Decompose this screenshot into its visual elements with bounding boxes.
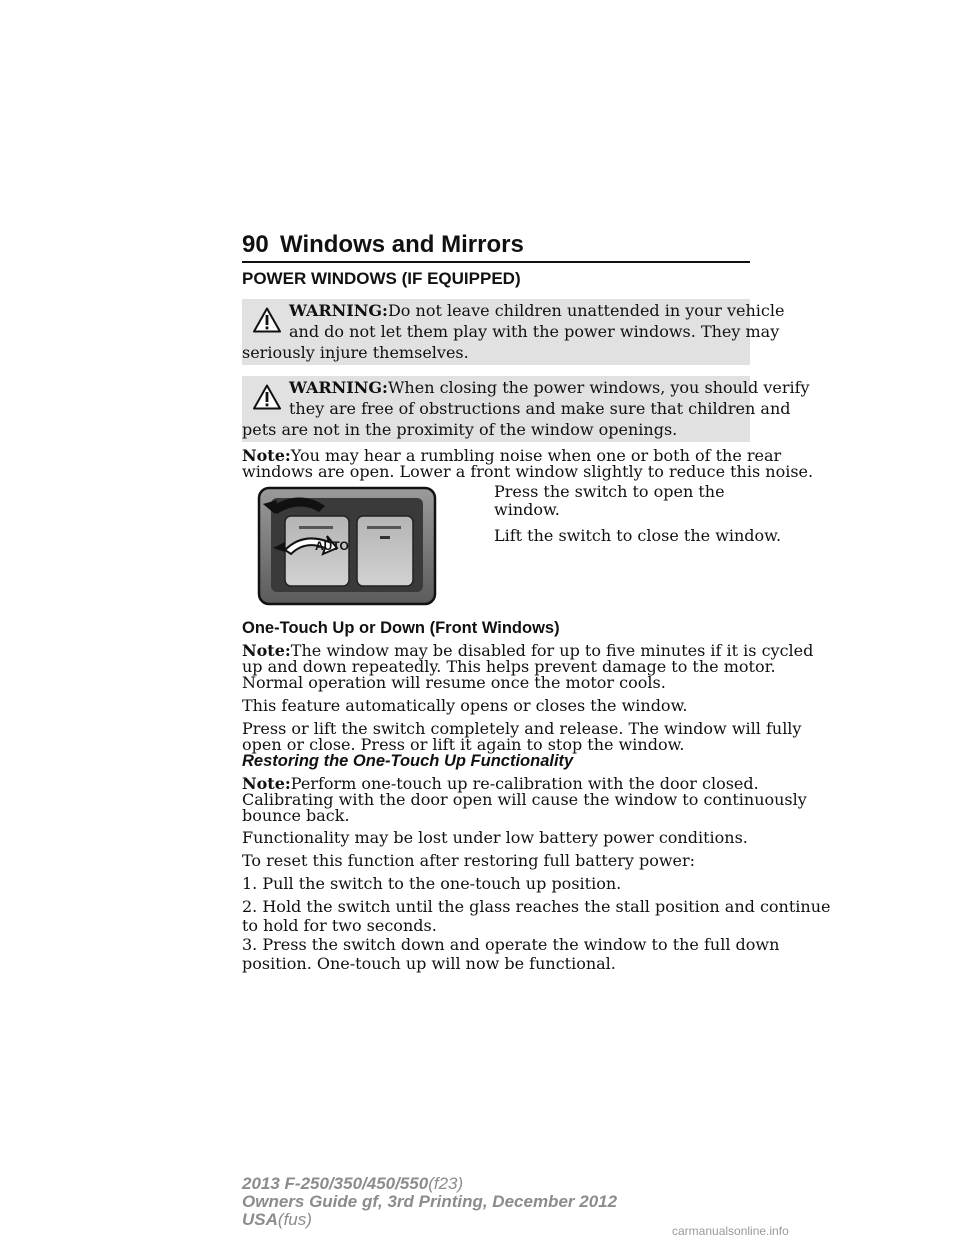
- note-text: The window may be disabled for up to five minutes if it is cycled: [290, 641, 814, 660]
- warning-label: WARNING:: [289, 301, 388, 320]
- footer-guide: Owners Guide gf, 3rd Printing, December 2012: [242, 1192, 618, 1211]
- warning-triangle-icon: [253, 384, 281, 410]
- note-text: Normal operation will resume once the motor cools.: [242, 673, 666, 692]
- note-text: bounce back.: [242, 806, 350, 825]
- header-rule: [242, 261, 750, 263]
- warning-text: When closing the power windows, you should verify: [387, 378, 810, 397]
- step-item: to hold for two seconds.: [242, 916, 437, 935]
- switch-instruction: Lift the switch to close the window.: [494, 526, 782, 545]
- step-item: 2. Hold the switch until the glass reaches the stall position and continue: [242, 897, 831, 916]
- warning-text: and do not let them play with the power windows. They may: [289, 322, 780, 341]
- switch-instruction: window.: [494, 500, 560, 519]
- note-text: up and down repeatedly. This helps prevent damage to the motor.: [242, 657, 776, 676]
- page-number: 90: [242, 231, 269, 258]
- subheading-restoring: Restoring the One-Touch Up Functionality: [242, 752, 574, 770]
- note-text: You may hear a rumbling noise when one or both of the rear: [290, 446, 782, 465]
- auto-label: AUTO: [315, 539, 349, 553]
- footer-model-code: (f23): [428, 1174, 464, 1193]
- note-text: windows are open. Lower a front window slightly to reduce this noise.: [242, 462, 814, 481]
- warning-text: they are free of obstructions and make sure that children and: [289, 399, 791, 418]
- note-text: Calibrating with the door open will cause the window to continuously: [242, 790, 807, 809]
- warning-label: WARNING:: [289, 378, 388, 397]
- body-paragraph: open or close. Press or lift it again to stop the window.: [242, 735, 685, 754]
- warning-text: seriously injure themselves.: [242, 343, 469, 362]
- page-footer: [242, 1175, 617, 1229]
- body-paragraph: Press or lift the switch completely and release. The window will fully: [242, 719, 802, 738]
- footer-market-code: (fus): [277, 1210, 312, 1229]
- warning-box-children: [242, 299, 785, 365]
- footer-model: 2013 F-250/350/450/550: [242, 1174, 429, 1193]
- note-label: Note:: [242, 641, 291, 660]
- note-label: Note:: [242, 446, 291, 465]
- footer-market: USA: [242, 1210, 278, 1229]
- section-heading: POWER WINDOWS (IF EQUIPPED): [242, 269, 521, 288]
- warning-text: Do not leave children unattended in your vehicle: [387, 301, 785, 320]
- watermark: carmanualsonline.info: [672, 1224, 789, 1238]
- warning-box-obstructions: [242, 376, 810, 442]
- step-item: position. One-touch up will now be functional.: [242, 954, 616, 973]
- step-item: 3. Press the switch down and operate the window to the full down: [242, 935, 780, 954]
- body-paragraph: Functionality may be lost under low battery power conditions.: [242, 828, 748, 847]
- subheading-one-touch: One-Touch Up or Down (Front Windows): [242, 619, 560, 637]
- section-title: Windows and Mirrors: [280, 231, 524, 258]
- step-item: 1. Pull the switch to the one-touch up position.: [242, 874, 622, 893]
- warning-text: pets are not in the proximity of the window openings.: [242, 420, 678, 439]
- warning-triangle-icon: [253, 307, 281, 333]
- switch-instruction: Press the switch to open the: [494, 482, 725, 501]
- window-switch-illustration: [255, 478, 445, 606]
- body-paragraph: To reset this function after restoring full battery power:: [242, 851, 696, 870]
- note-label: Note:: [242, 774, 291, 793]
- page-header: [242, 231, 750, 263]
- body-paragraph: This feature automatically opens or closes the window.: [242, 696, 688, 715]
- note-text: Perform one-touch up re-calibration with the door closed.: [290, 774, 759, 793]
